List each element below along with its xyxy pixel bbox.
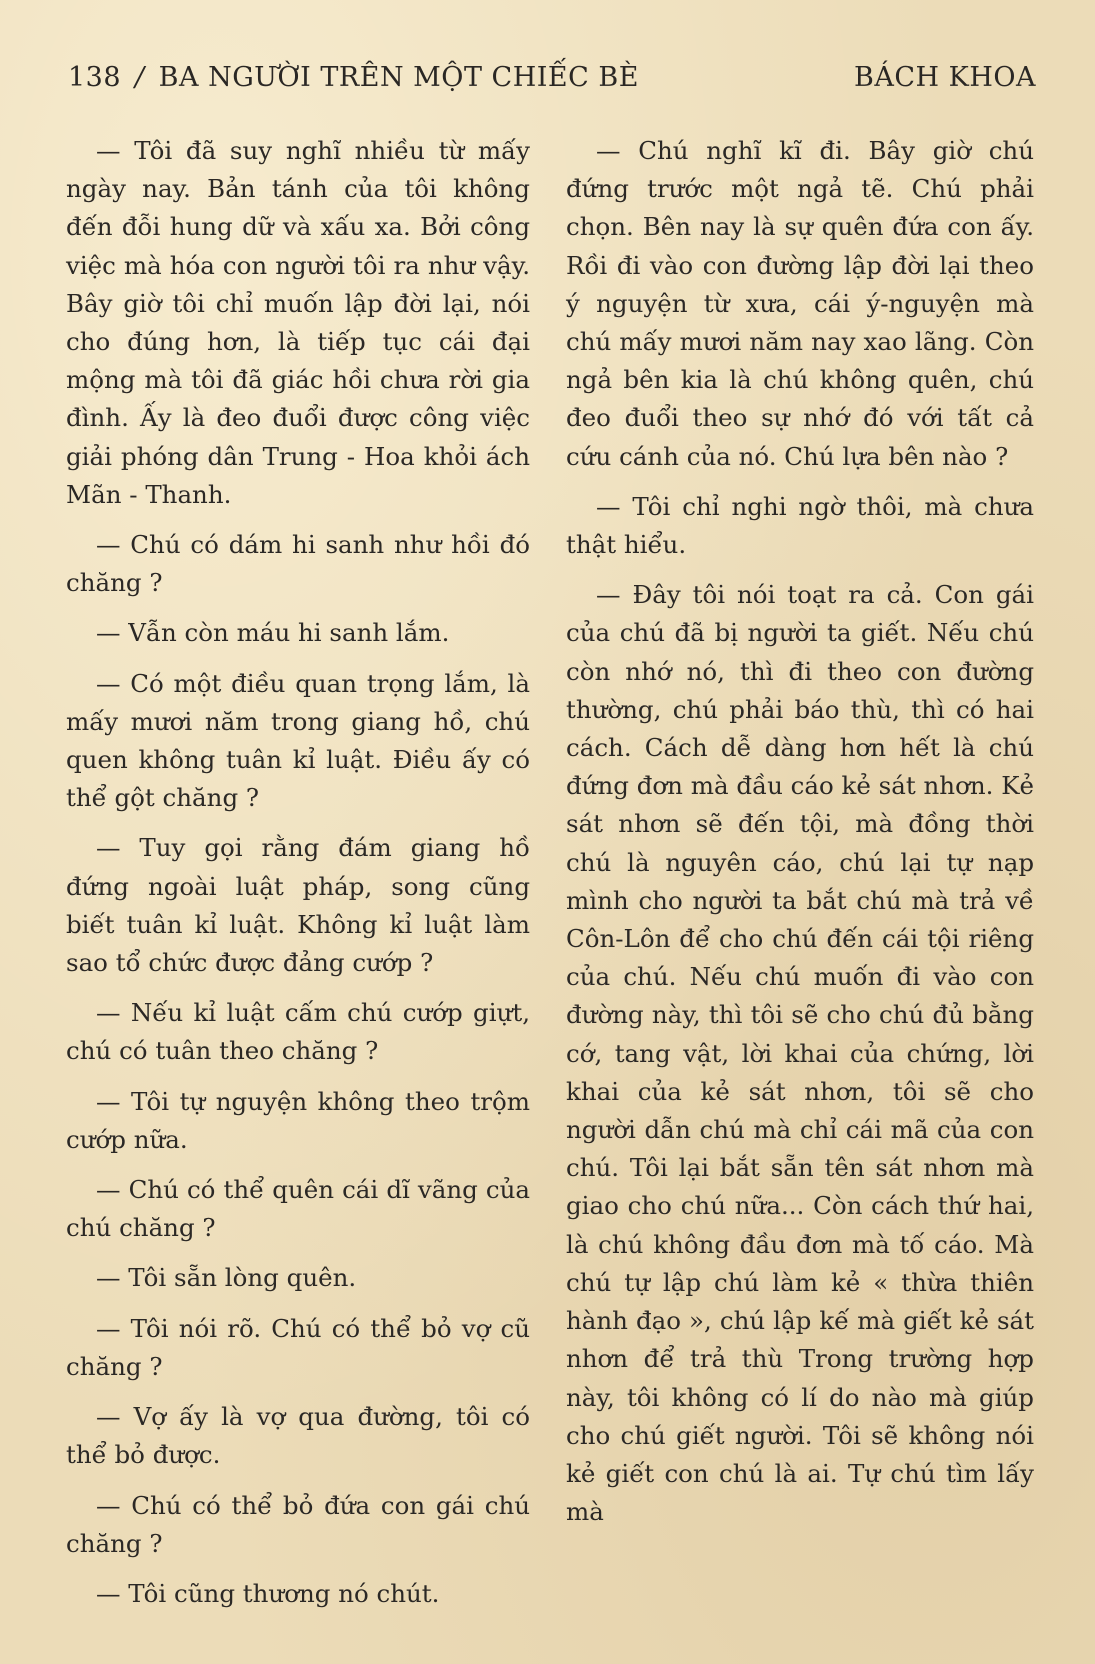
paragraph: — Tôi nói rõ. Chú có thể bỏ vợ cũ chăng ?	[66, 1313, 530, 1381]
paragraph: — Chú có dám hi sanh như hồi đó chăng ?	[66, 530, 530, 598]
left-column	[66, 132, 530, 1613]
paragraph: — Tuy gọi rằng đám giang hồ đứng ngoài luật pháp, song cũng biết tuân kỉ luật. Không kỉ luật làm sao tổ chức được đảng cướp ?	[66, 833, 530, 978]
page-number: 138	[68, 62, 122, 93]
magazine-name: BÁCH KHOA	[854, 62, 1036, 93]
paragraph: — Vợ ấy là vợ qua đường, tôi có thể bỏ được.	[66, 1402, 530, 1470]
right-column	[566, 132, 1034, 1531]
article-title: BA NGƯỜI TRÊN MỘT CHIẾC BÈ	[158, 62, 639, 93]
paragraph: — Tôi đã suy nghĩ nhiều từ mấy ngày nay. Bản tánh của tôi không đến đỗi hung dữ và xấu xa. Bởi công việc mà hóa con người tôi ra như vậy. Bây giờ tôi chỉ muốn lập đời lại, nói cho đúng hơn, là tiếp tục cái đại mộng mà tôi đã giác hồi chưa rời gia đình. Ấy là đeo đuổi được công việc giải phóng dân Trung - Hoa khỏi ách Mãn - Thanh.	[66, 136, 530, 509]
paragraph: — Tôi tự nguyện không theo trộm cướp nữa.	[66, 1086, 530, 1154]
paragraph: — Nếu kỉ luật cấm chú cướp giựt, chú có tuân theo chăng ?	[66, 998, 530, 1066]
header-left	[68, 62, 639, 93]
paragraph: — Chú có thể bỏ đứa con gái chú chăng ?	[66, 1490, 530, 1558]
paragraph: — Chú có thể quên cái dĩ vãng của chú chăng ?	[66, 1175, 530, 1243]
paragraph: — Tôi chỉ nghi ngờ thôi, mà chưa thật hiểu.	[566, 491, 1034, 560]
paragraph: — Đây tôi nói toạt ra cả. Con gái của chú đã bị người ta giết. Nếu chú còn nhớ nó, thì đi theo con đường thường, chú phải báo thù, thì có hai cách. Cách dễ dàng hơn hết là chú đứng đơn mà đầu cáo kẻ sát nhơn. Kẻ sát nhơn sẽ đến tội, mà đồng thời chú là nguyên cáo, chú lại tự nạp mình cho người ta bắt chú mà trả về Côn-Lôn để cho chú đến cái tội riêng của chú. Nếu chú muốn đi vào con đường này, thì tôi sẽ cho chú đủ bằng cớ, tang vật, lời khai của chứng, lời khai của kẻ sát nhơn, tôi sẽ cho người dẫn chú mà chỉ cái mã của con chú. Tôi lại bắt sẵn tên sát nhơn mà giao cho chú nữa... Còn cách thứ hai, là chú không đầu đơn mà tố cáo. Mà chú tự lập chú làm kẻ « thừa thiên hành đạo », chú lập kế mà giết kẻ sát nhơn để trả thù Trong trường hợp này, tôi không có lí do nào mà giúp cho chú giết người. Tôi sẽ không nói kẻ giết con chú là ai. Tự chú tìm lấy mà	[566, 580, 1034, 1527]
paragraph: — Tôi cũng thương nó chút.	[96, 1578, 440, 1608]
paragraph: — Vẫn còn máu hi sanh lắm.	[96, 618, 450, 648]
running-header	[68, 62, 1036, 102]
header-separator: /	[135, 62, 145, 93]
paragraph: — Tôi sẵn lòng quên.	[96, 1263, 357, 1293]
paragraph: — Có một điều quan trọng lắm, là mấy mươi năm trong giang hồ, chú quen không tuân kỉ luật. Điều ấy có thể gột chăng ?	[66, 668, 530, 813]
paragraph: — Chú nghĩ kĩ đi. Bây giờ chú đứng trước một ngả tẽ. Chú phải chọn. Bên nay là sự quên đứa con ấy. Rồi đi vào con đường lập đời lại theo ý nguyện từ xưa, cái ý-nguyện mà chú mấy mươi năm nay xao lãng. Còn ngả bên kia là chú không quên, chú đeo đuổi theo sự nhớ đó với tất cả cứu cánh của nó. Chú lựa bên nào ?	[566, 136, 1034, 471]
